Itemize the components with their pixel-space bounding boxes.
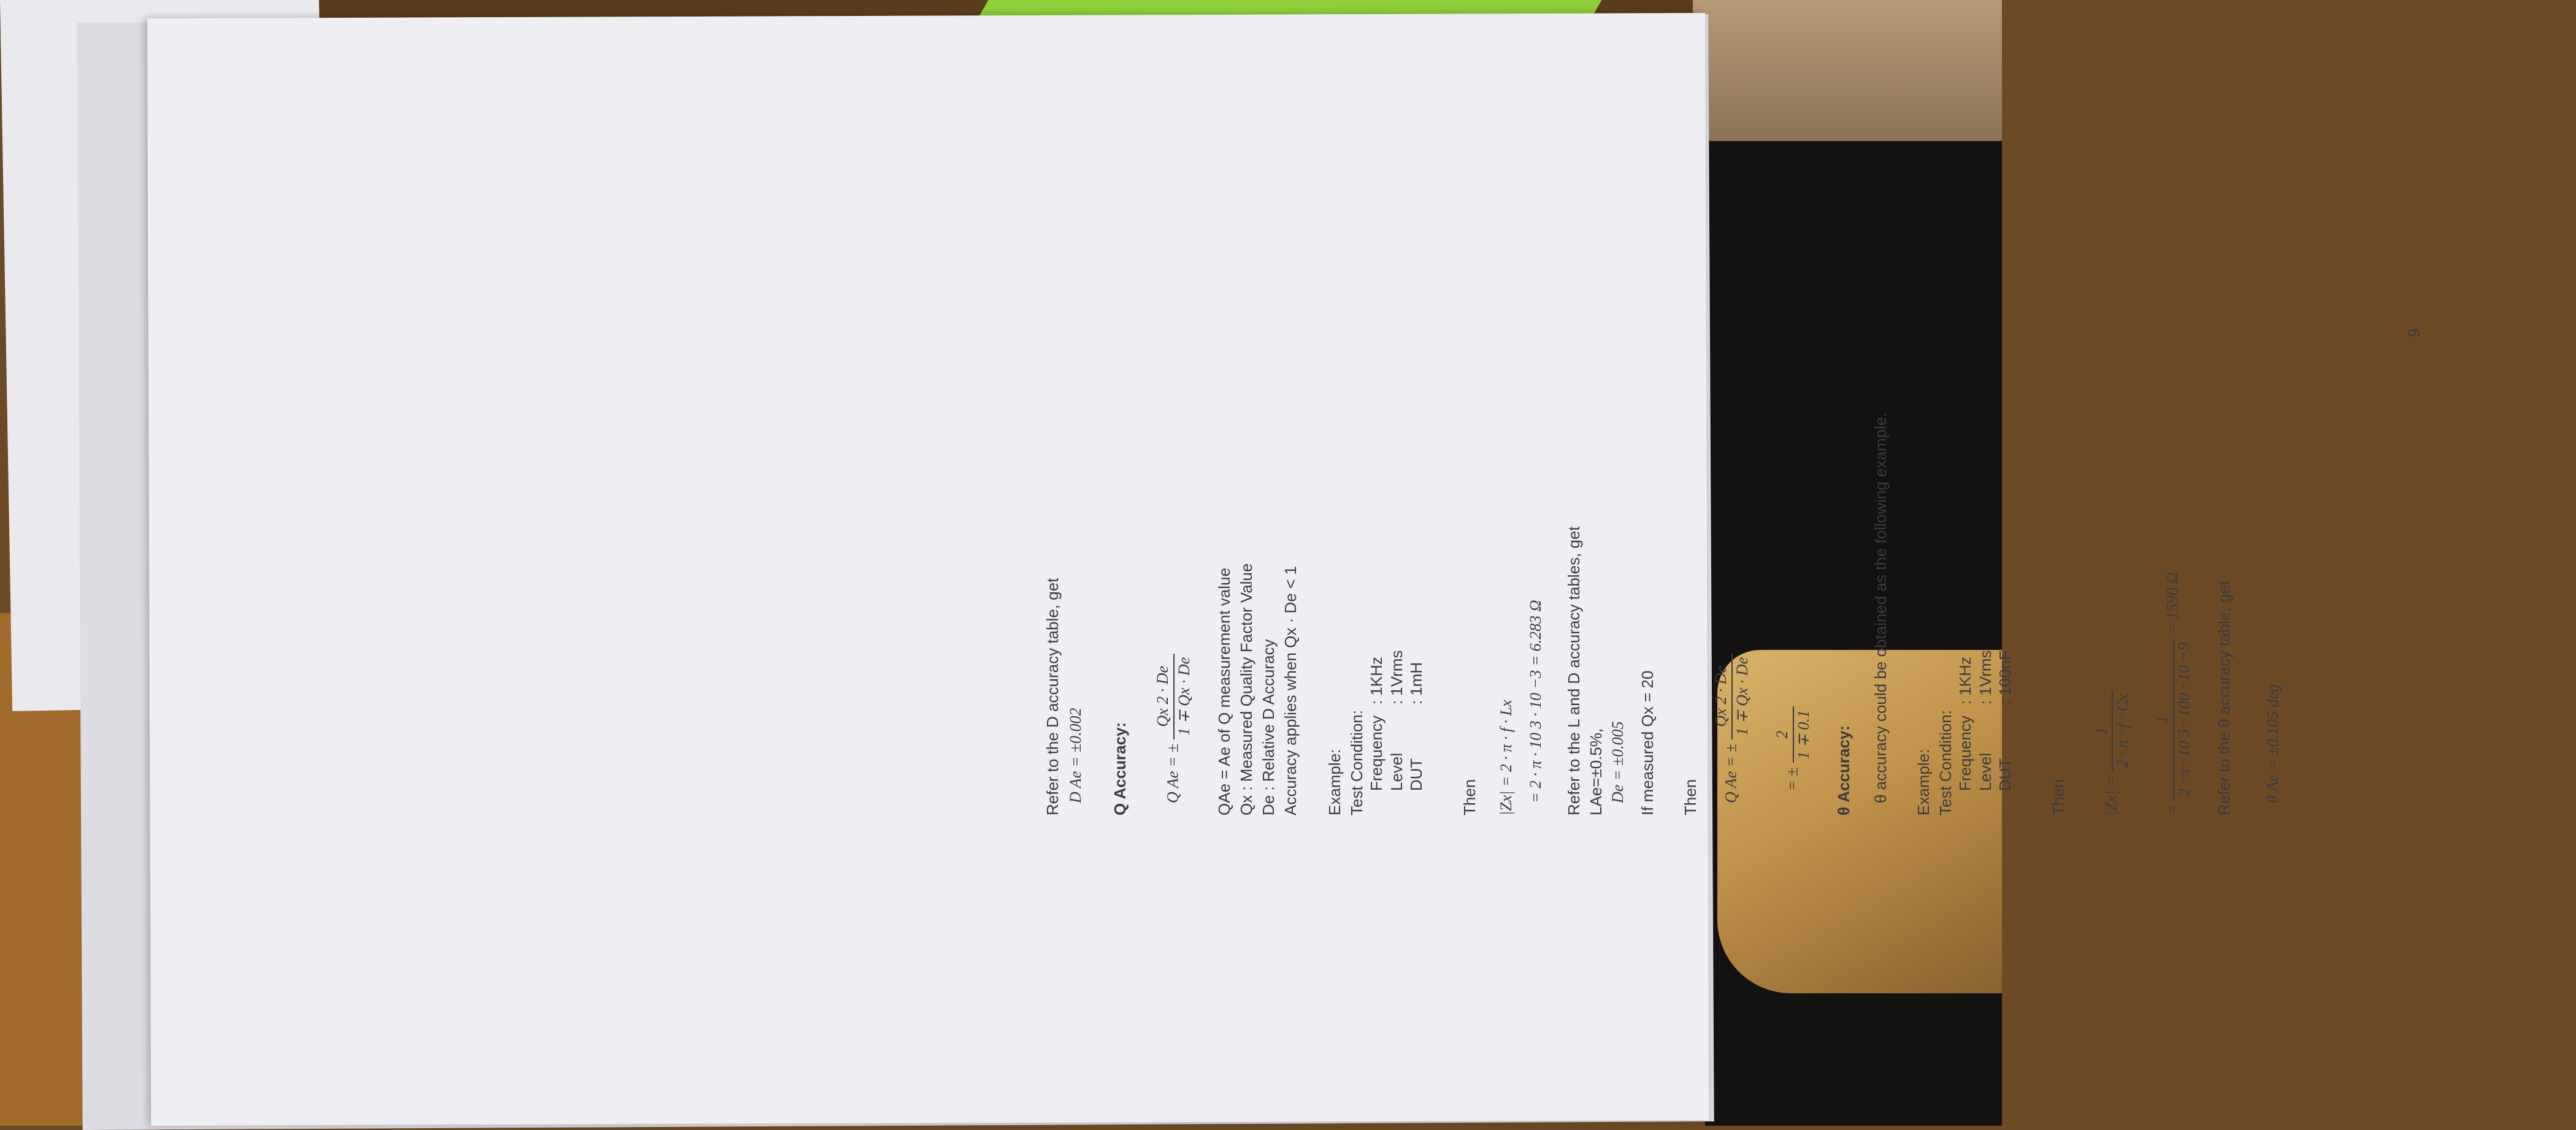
q-formula <box>1153 654 1194 803</box>
theta-heading: θ Accuracy: <box>1834 725 1853 815</box>
q-example-label: Example: <box>1325 749 1344 815</box>
d-refer-text: Refer to the D accuracy table, get <box>1043 578 1062 815</box>
q-then-1: Then <box>1460 779 1479 815</box>
table-row <box>1995 639 2015 791</box>
q-then-2: Then <box>1681 779 1700 815</box>
theta-zx-formula-2 <box>2153 572 2194 815</box>
theta-result: θ Ae = ±0.105 deg <box>2264 684 2282 803</box>
theta-intro: θ accuracy could be obtained as the following example. <box>1871 412 1890 803</box>
condition-value: : 1KHz <box>1956 657 1974 705</box>
q2-lhs: = ± <box>1783 767 1801 791</box>
theta-conditions-table <box>1955 639 2015 791</box>
condition-value: : 1Vrms <box>1387 650 1406 705</box>
q-formula-fraction <box>1153 654 1194 739</box>
q-result-formula <box>1711 654 1752 803</box>
theta-zx-num: 1 <box>2091 690 2113 772</box>
condition-name: DUT <box>1407 758 1425 791</box>
condition-value: : 1Vrms <box>1976 650 1995 705</box>
q-def-1: QAe = Ae of Q measurement value <box>1215 568 1233 815</box>
q-formula-lhs: Q Ae = ± <box>1163 743 1182 803</box>
q-lae: LAe=±0.5%, <box>1587 728 1605 815</box>
theta-zx-fraction <box>2091 690 2133 772</box>
q-result-fraction <box>1711 654 1752 739</box>
q-refer-ld: Refer to the L and D accuracy tables, get <box>1565 526 1583 815</box>
theta-zx-lhs: |Zx| = <box>2102 776 2120 815</box>
page-number: 9 <box>2405 328 2423 337</box>
theta-test-condition-label: Test Condition: <box>1936 710 1955 815</box>
q-zx-line-1: |Zx| = 2 · π · f · Lx <box>1497 700 1515 815</box>
condition-name: DUT <box>1996 758 2014 791</box>
q-zx-line-2: = 2 · π · 10 3 · 10 −3 = 6.283 Ω <box>1527 600 1544 803</box>
q-measured: If measured Qx = 20 <box>1638 670 1657 815</box>
q-def-3: De : Relative D Accuracy <box>1259 639 1278 815</box>
theta-zx2-den: 2 · π · 10 3 · 100 · 10 −9 <box>2174 642 2193 797</box>
q2-fraction <box>1773 706 1814 763</box>
condition-name: Level <box>1387 752 1406 791</box>
q-result-num: Qx 2 · De <box>1711 654 1733 739</box>
theta-then: Then <box>2049 779 2068 815</box>
condition-value: : 1KHz <box>1367 657 1386 705</box>
q-de: De = ±0.005 <box>1609 721 1627 803</box>
q2-num: 2 <box>1773 706 1794 763</box>
theta-zx-den: 2 · π · f · Cx <box>2113 693 2131 768</box>
table-row <box>1406 639 1427 791</box>
q-def-4: Accuracy applies when Qx · De < 1 <box>1281 566 1300 815</box>
q-formula-num: Qx 2 · De <box>1153 654 1175 739</box>
theta-zx2-lhs: = <box>2163 804 2182 815</box>
condition-value: : 100nF <box>1996 650 2014 705</box>
q-formula-den: 1 ∓ Qx · De <box>1175 657 1193 736</box>
d-result: D Ae = ±0.002 <box>1067 708 1084 803</box>
condition-name: Frequency <box>1956 716 1974 791</box>
q2-den: 1 ∓ 0.1 <box>1794 710 1812 760</box>
theta-zx2-num: 1 <box>2153 639 2174 801</box>
table-row <box>1955 639 1976 791</box>
table-row <box>1976 639 1996 791</box>
condition-name: Level <box>1976 752 1995 791</box>
theta-zx-formula <box>2091 690 2133 815</box>
page-content <box>1030 0 2576 828</box>
table-row <box>1387 639 1407 791</box>
table-row <box>1367 639 1387 791</box>
theta-example-label: Example: <box>1914 749 1933 815</box>
q-test-condition-label: Test Condition: <box>1347 710 1366 815</box>
q-conditions-table <box>1367 639 1427 791</box>
q-def-2: Qx : Measured Quality Factor Value <box>1237 563 1255 815</box>
theta-zx2-fraction <box>2153 639 2194 801</box>
theta-refer: Refer to the θ accuracy table, get <box>2215 581 2233 815</box>
q-result-den: 1 ∓ Qx · De <box>1733 657 1751 736</box>
condition-value: : 1mH <box>1407 662 1425 705</box>
theta-zx2-rhs: = 1590 Ω <box>2163 572 2182 635</box>
condition-name: Frequency <box>1367 716 1386 791</box>
q-heading: Q Accuracy: <box>1111 722 1129 815</box>
q-result-lhs: Q Ae = ± <box>1722 743 1740 803</box>
q-result-formula-2 <box>1773 706 1814 791</box>
